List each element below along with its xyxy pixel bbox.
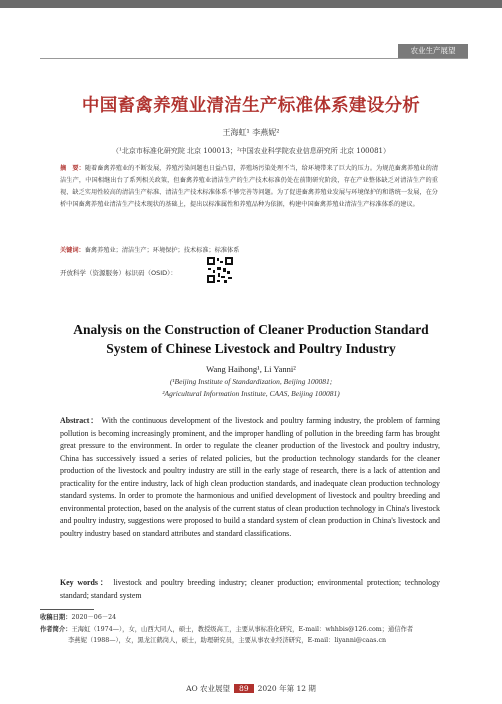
chinese-keywords (60, 245, 239, 254)
top-bar (0, 0, 502, 8)
author-bio-line-1: 王海虹（1974—），女，山西大同人，硕士，教授级高工，主要从事标准化研究，E-mail：whhbis@126.com；通信作者 (71, 626, 414, 633)
english-keywords (60, 577, 440, 602)
english-title (0, 320, 502, 358)
page-footer (0, 683, 502, 694)
chinese-keywords-text: 畜禽养殖业；清洁生产；环境保护；技术标准；标准体系 (84, 247, 240, 254)
english-keywords-text: livestock and poultry breeding industry; cleaner production; environmental protection; technology standard; standard system (60, 578, 440, 600)
chinese-keywords-label: 关键词： (60, 247, 85, 254)
chinese-title: 中国畜禽养殖业清洁生产标准体系建设分析 (81, 96, 421, 116)
chinese-abstract-label: 摘 要： (60, 165, 85, 172)
english-affiliation-1: (¹Beijing Institute of Standardization, Beijing 100081; (169, 377, 333, 386)
issue: 2020 年第 12 期 (257, 684, 316, 693)
english-abstract-label: Abstract： (60, 416, 99, 425)
chinese-abstract (60, 163, 438, 211)
received-label: 收稿日期： (40, 614, 72, 621)
english-title-line-2: System of Chinese Livestock and Poultry Industry (106, 341, 396, 356)
english-authors: Wang Haihong¹, Li Yanni² (206, 364, 296, 374)
received-value: 2020－06－24 (71, 614, 117, 621)
english-title-line-1: Analysis on the Construction of Cleaner Production Standard (73, 322, 429, 337)
journal-name: AO 农业展望 (186, 684, 231, 693)
english-abstract-text: With the continuous development of the livestock and poultry farming industry, the problem of farming pollution is becoming increasingly prominent, and the improper handling of pollution in the breeding farm has brought great pressure to the environment. In order to regulate the cleaner production of the livestock and poultry industry, China has successively issued a series of related policies, but the production technology standards for the cleaner production of the livestock and poultry industry are still in the early stage of research, there is a lack of attention and practicality for the entire industry, lack of high clean production standards, and inadequate clean production technology standard systems. In order to promote the harmonious and unified development of livestock and poultry breeding and environmental protection, based on the analysis of the current status of clean production technology in China's livestock and poultry industry, suggestions were proposed to build a standard system of clean production in China's livestock and poultry industry based on standard attributes and standard classifications. (60, 416, 440, 538)
author-bio-label: 作者简介： (40, 626, 72, 633)
chinese-affiliation: （¹北京市标准化研究院 北京 100013；²中国农业科学院农业信息研究所 北京 100081） (112, 147, 390, 155)
author-bio-cont (40, 635, 470, 646)
footnote-rule (40, 609, 94, 610)
chinese-abstract-text: 随着畜禽养殖业的不断发展，养殖污染问题也日益凸显，养殖场污染处理不当，给环境带来了巨大的压力。为规范畜禽养殖业的清洁生产，中国相继出台了系列相关政策，但畜禽养殖业清洁生产的生产技术标准仍处在前期研究阶段，存在产业整体缺乏对清洁生产的重视、缺乏实用性较高的清洁生产标准、清洁生产技术标准体系不够完善等问题。为了促进畜禽养殖业发展与环境保护的和谐统一发展，在分析中国畜禽养殖业清洁生产技术现状的基础上，提出以标准属性和养殖品种为依据，构建中国畜禽养殖业清洁生产标准体系的建议。 (60, 165, 439, 208)
english-keywords-label: Key words： (60, 578, 110, 587)
page-number: 89 (234, 684, 254, 693)
received-date (40, 612, 470, 623)
section-tag: 农业生产展望 (398, 44, 468, 58)
osid-label: 开放科学（资源服务）标识码（OSID）： (60, 269, 177, 277)
english-abstract (60, 415, 440, 540)
qr-code-icon (206, 256, 234, 284)
author-bio (40, 624, 470, 635)
english-affiliation-2: ²Agricultural Information Institute, CAAS, Beijing 100081) (162, 389, 340, 398)
chinese-authors: 王海虹¹ 李燕妮² (222, 128, 280, 137)
header-rule (40, 58, 468, 59)
author-bio-line-2: 李燕妮（1988—），女，黑龙江鹤岗人，硕士，助理研究员，主要从事农业经济研究，E-mail：liyanni@caas.cn (68, 637, 387, 644)
